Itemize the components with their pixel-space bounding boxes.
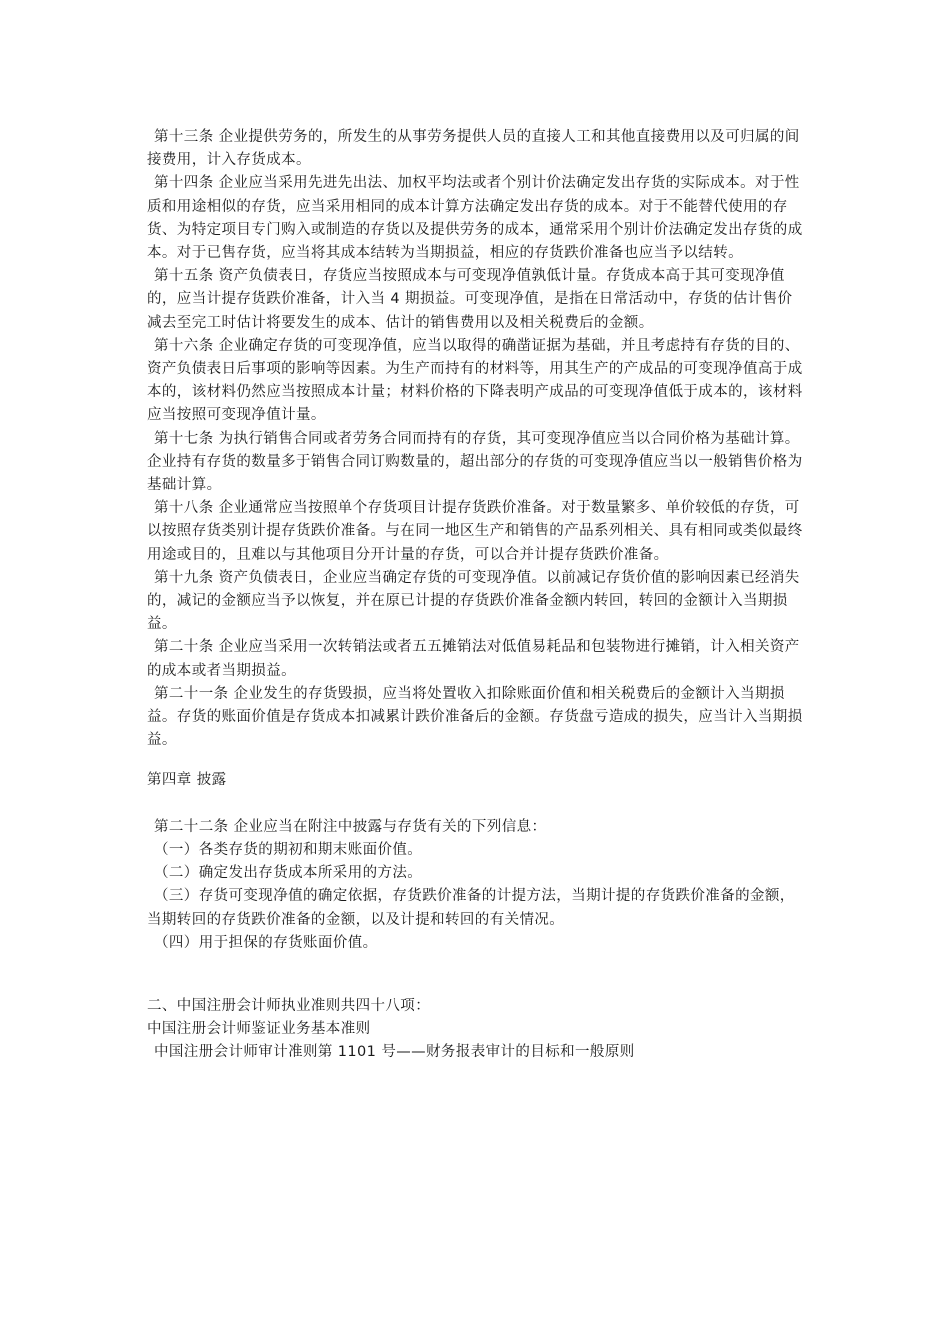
disclosure-item-2: （二）确定发出存货成本所采用的方法。 <box>154 865 423 882</box>
article-18: 第十八条 企业通常应当按照单个存货项目计提存货跌价准备。对于数量繁多、单价较低的存货，可以按照存货类别计提存货跌价准备。与在同一地区生产和销售的产品系列相关、具有相同或类似最终用途或目的，且难以与其他项目分开计量的存货，可以合并计提存货跌价准备。 <box>147 500 803 563</box>
article-20: 第二十条 企业应当采用一次转销法或者五五摊销法对低值易耗品和包装物进行摊销，计入相关资产的成本或者当期损益。 <box>147 639 800 679</box>
article-14: 第十四条 企业应当采用先进先出法、加权平均法或者个别计价法确定发出存货的实际成本。对于性质和用途相似的存货，应当采用相同的成本计算方法确定发出存货的成本。对于不能替代使用的存货、为特定项目专门购入或制造的存货以及提供劳务的成本，通常采用个别计价法确定发出存货的成本。对于已售存货，应当将其成本结转为当期损益，相应的存货跌价准备也应当予以结转。 <box>147 175 803 262</box>
article-22: 第二十二条 企业应当在附注中披露与存货有关的下列信息： <box>154 818 547 835</box>
article-19: 第十九条 资产负债表日，企业应当确定存货的可变现净值。以前减记存货价值的影响因素已经消失的，减记的金额应当予以恢复，并在原已计提的存货跌价准备金额内转回，转回的金额计入当期损益。 <box>147 569 800 633</box>
article-15: 第十五条 资产负债表日，存货应当按照成本与可变现净值孰低计量。存货成本高于其可变现净值的，应当计提存货跌价准备，计入当 4 期损益。可变现净值，是指在日常活动中，存货的估计售价减去至完工时估计将要发生的成本、估计的销售费用以及相关税费后的金额。 <box>147 268 793 331</box>
article-16: 第十六条 企业确定存货的可变现净值，应当以取得的确凿证据为基础，并且考虑持有存货的目的、资产负债表日后事项的影响等因素。为生产而持有的材料等，用其生产的产成品的可变现净值高于成本的，该材料仍然应当按照成本计量；材料价格的下降表明产成品的可变现净值低于成本的，该材料应当按照可变现净值计量。 <box>147 337 803 424</box>
document-page <box>147 126 807 1065</box>
standard-basic-assurance: 中国注册会计师鉴证业务基本准则 <box>147 1021 371 1038</box>
disclosure-item-4: （四）用于担保的存货账面价值。 <box>154 934 378 951</box>
disclosure-item-1: （一）各类存货的期初和期末账面价值。 <box>154 841 423 858</box>
article-21: 第二十一条 企业发生的存货毁损，应当将处置收入扣除账面价值和相关税费后的金额计入当期损益。存货的账面价值是存货成本扣减累计跌价准备后的金额。存货盘亏造成的损失，应当计入当期损益。 <box>147 685 803 749</box>
standard-1101: 中国注册会计师审计准则第 1101 号——财务报表审计的目标和一般原则 <box>154 1044 635 1061</box>
section-2-heading: 二、中国注册会计师执业准则共四十八项： <box>147 997 431 1014</box>
disclosure-item-3: （三）存货可变现净值的确定依据，存货跌价准备的计提方法，当期计提的存货跌价准备的金额，当期转回的存货跌价准备的金额，以及计提和转回的有关情况。 <box>147 888 795 928</box>
article-17: 第十七条 为执行销售合同或者劳务合同而持有的存货，其可变现净值应当以合同价格为基础计算。企业持有存货的数量多于销售合同订购数量的，超出部分的存货的可变现净值应当以一般销售价格为基础计算。 <box>147 430 803 494</box>
article-13: 第十三条 企业提供劳务的，所发生的从事劳务提供人员的直接人工和其他直接费用以及可归属的间接费用，计入存货成本。 <box>147 129 800 169</box>
chapter-4-title: 第四章 披露 <box>147 772 227 789</box>
